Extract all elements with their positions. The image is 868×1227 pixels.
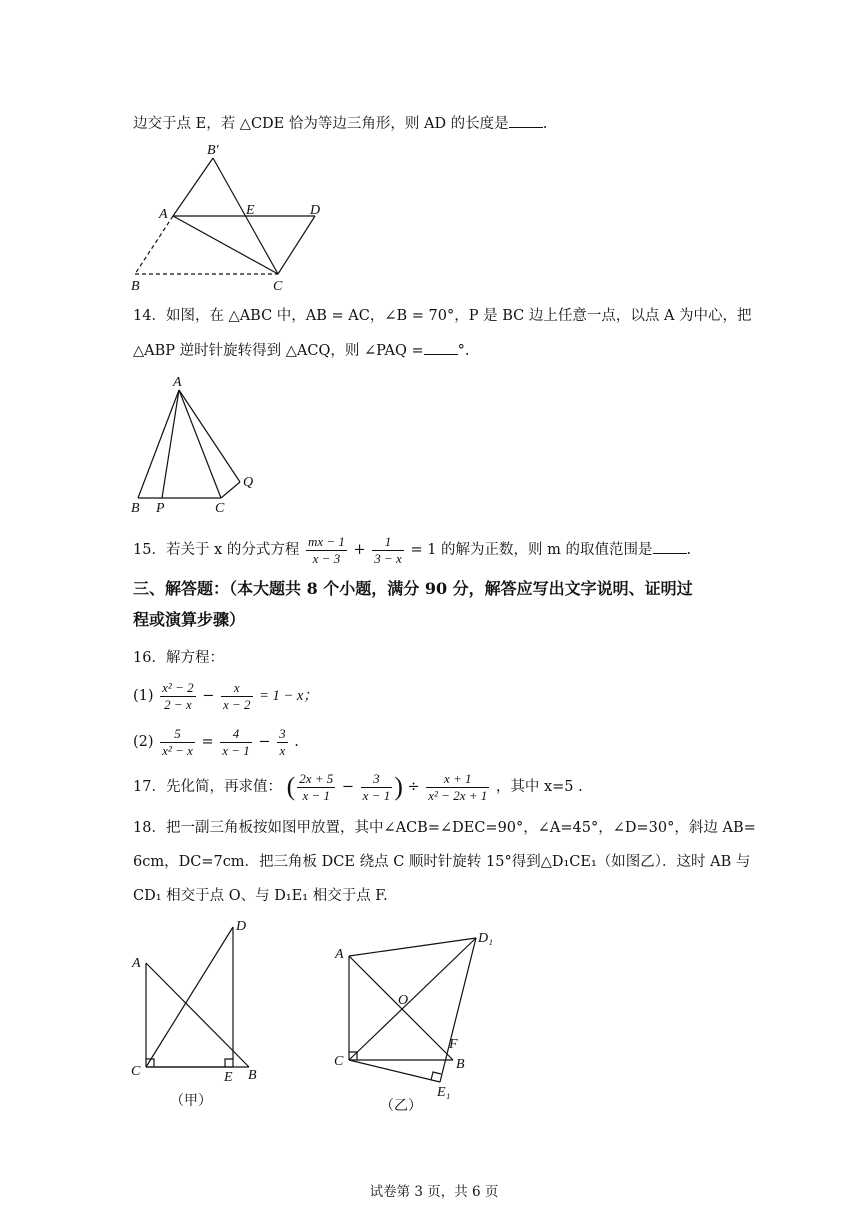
fraction: $\frac{2x + 5}{x - 1}$ [299,770,334,803]
fraction: $\frac{\text{x² − 2}}{2 - x}$ [162,679,194,712]
label-q: Q [243,475,254,490]
q13-text: 边交于点 E，若 △CDE 恰为等边三角形，则 AD 的长度是 [133,116,509,132]
label-c: C [334,1054,344,1069]
label-d: D [310,203,321,218]
fraction: $\frac{3}{x - 1}$ [362,770,391,803]
label-c: C [273,279,283,293]
figure-caption: （乙） [380,1099,422,1114]
fraction: $\frac{mx - 1}{x - 3}$ [307,533,345,566]
q15-line: 15．若关于 x 的分式方程 $\frac{mx - 1}{x - 3}$ + $\frac{1}{3 - x}$ = 1 的解为正数，则 m 的取值范围是 . [133,533,692,566]
label-e: E [224,1070,233,1085]
label-a: A [335,947,344,962]
fraction: $\frac{3}{x}$ [279,725,286,758]
figure-18-jia [125,915,275,1115]
answer-blank [509,113,543,128]
fraction: $\frac{x + 1}{\text{x² − 2x + 1}}$ [428,770,488,803]
label-d1: D₁ [478,931,493,946]
label-c: C [215,501,225,516]
q17-line: 17．先化简，再求值： ( $\frac{2x + 5}{x - 1}$ − $\frac{3}{x - 1}$ ) ÷ $\frac{x + 1}{\text{x² − 2x + 1}}$ ，其中 x=5 . [133,770,583,803]
label-b: B [131,501,140,516]
q16-title: 16．解方程： [133,650,224,666]
fraction: $\frac{4}{x - 1}$ [222,725,250,758]
figure-caption: （甲） [170,1094,212,1109]
page-footer: 试卷第 3 页，共 6 页 [369,1184,499,1200]
fraction: $\frac{x}{x - 2}$ [222,679,251,712]
q14-line2: △ABP 逆时针旋转得到 △ACQ，则 ∠PAQ = °. [133,340,470,361]
label-b: B [131,279,140,293]
label-b-prime: B′ [207,143,219,158]
label-a: A [173,375,182,390]
label-a: A [159,207,168,222]
figure-14 [125,370,275,520]
q14-line1: 14．如图，在 △ABC 中，AB = AC，∠B = 70°，P 是 BC 边上任意一点，以点 A 为中心，把 [133,308,752,324]
label-f: F [449,1037,458,1052]
label-p: P [156,501,165,516]
fraction: $\frac{5}{\text{x² − x}}$ [162,725,193,758]
section-heading-line2: 程或演算步骤） [133,610,246,629]
figure-18-yi [325,920,515,1120]
figure-13 [125,138,335,293]
answer-blank [653,539,687,554]
fraction: $\frac{1}{3 - x}$ [374,533,402,566]
q18-line2: 6cm，DC=7cm．把三角板 DCE 绕点 C 顺时针旋转 15°得到△D₁CE₁（如图乙）．这时 AB 与 [133,854,751,870]
label-b: B [248,1068,257,1083]
label-b: B [456,1057,465,1072]
label-o: O [398,993,409,1008]
answer-blank [424,340,458,355]
label-d: D [236,919,247,934]
q18-line3: CD₁ 相交于点 O、与 D₁E₁ 相交于点 F. [133,888,388,904]
label-e: E [246,203,255,218]
q13-line: 边交于点 E，若 △CDE 恰为等边三角形，则 AD 的长度是 . [133,113,547,134]
section-heading-line1: 三、解答题：（本大题共 8 个小题，满分 90 分，解答应写出文字说明、证明过 [133,579,693,598]
q18-line1: 18．把一副三角板按如图甲放置，其中∠ACB=∠DEC=90°，∠A=45°，∠D=30°，斜边 AB= [133,820,756,836]
q16-part1: (1) $\frac{\text{x² − 2}}{2 - x}$ − $\frac{x}{x - 2}$ = 1 − x； [133,679,318,712]
q16-part2: (2) $\frac{5}{\text{x² − x}}$ = $\frac{4}{x - 1}$ − $\frac{3}{x}$ . [133,725,299,758]
label-a: A [132,956,141,971]
label-c: C [131,1064,141,1079]
label-e1: E₁ [437,1085,451,1100]
